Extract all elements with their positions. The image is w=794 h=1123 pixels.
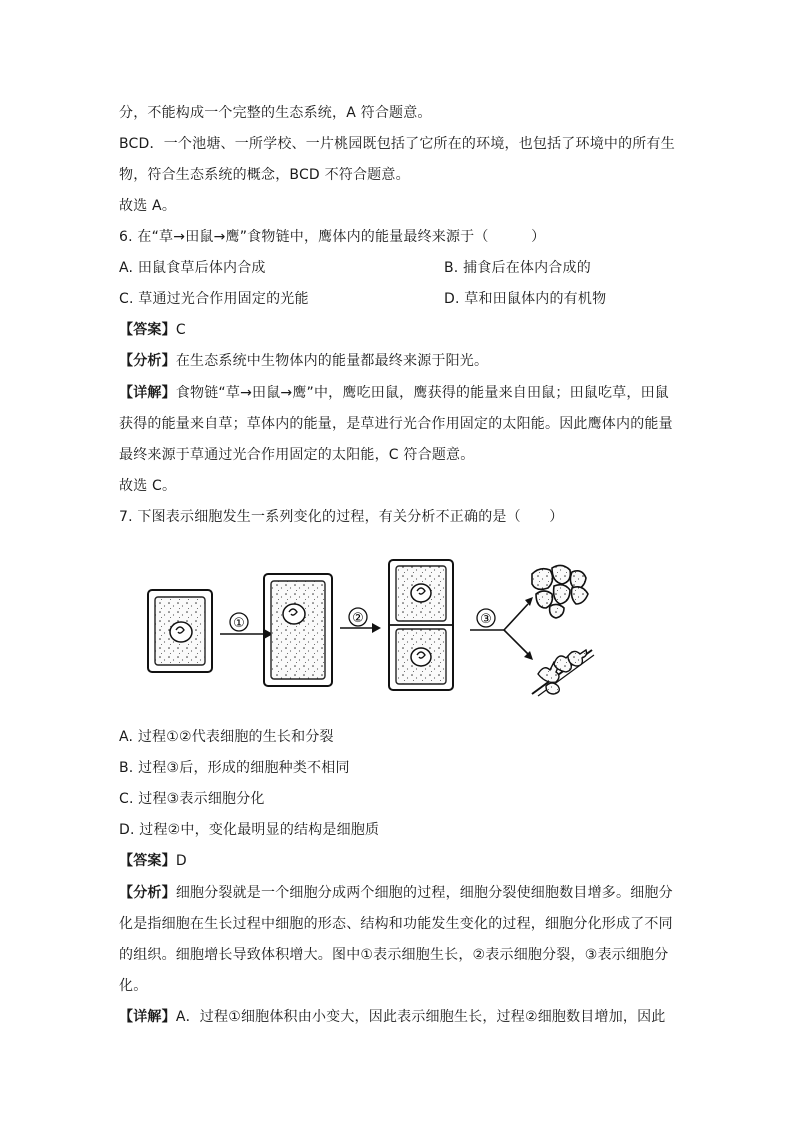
answer-value: D (175, 853, 187, 869)
question-6-stem: 6. 在“草→田鼠→鹰”食物链中，鹰体内的能量最终来源于（ ） (119, 229, 546, 245)
q7-detail (119, 1008, 679, 1026)
answer-tag: 【答案】 (119, 853, 176, 869)
question-7-stem: 7. 下图表示细胞发生一系列变化的过程，有关分析不正确的是（ ） (119, 509, 564, 525)
detail-text: A．过程①细胞体积由小变大，因此表示细胞生长，过程②细胞数目增加，因此 (175, 1009, 666, 1025)
detail-tag: 【详解】 (119, 385, 176, 401)
cell-change-diagram (140, 556, 630, 706)
branch-up (504, 604, 528, 630)
text-line: 化是指细胞在生长过程中细胞的形态、结构和功能发生变化的过程，细胞分化形成了不同 (119, 916, 673, 932)
q7-option-c: C. 过程③表示细胞分化 (119, 791, 265, 807)
grown-cell (264, 574, 332, 686)
small-cell (148, 590, 212, 672)
q6-conclusion: 故选 C。 (119, 478, 177, 494)
text-line: 化。 (119, 978, 148, 994)
irregular-cell-cluster (532, 650, 594, 696)
q7-option-a: A. 过程①②代表细胞的生长和分裂 (119, 729, 334, 745)
detail-text: 食物链“草→田鼠→鹰”中，鹰吃田鼠，鹰获得的能量来自田鼠；田鼠吃草，田鼠 (175, 385, 669, 401)
answer-tag: 【答案】 (119, 322, 176, 338)
analysis-text: 细胞分裂就是一个细胞分成两个细胞的过程，细胞分裂使细胞数目增多。细胞分 (175, 885, 673, 901)
text-line: 获得的能量来自草；草体内的能量，是草进行光合作用固定的太阳能。因此鹰体内的能量 (119, 416, 673, 432)
analysis-tag: 【分析】 (119, 885, 176, 901)
step-3-label: ③ (480, 612, 492, 627)
q7-option-d: D. 过程②中，变化最明显的结构是细胞质 (119, 822, 380, 838)
q6-option-a: A. 田鼠食草后体内合成 (119, 260, 266, 276)
text-line: 物，符合生态系统的概念，BCD 不符合题意。 (119, 167, 410, 183)
q7-analysis (119, 884, 679, 902)
detail-tag: 【详解】 (119, 1009, 176, 1025)
text-line: BCD．一个池塘、一所学校、一片桃园既包括了它所在的环境，也包括了环境中的所有生 (119, 136, 675, 152)
text-line: 的组织。细胞增长导致体积增大。图中①表示细胞生长，②表示细胞分裂，③表示细胞分 (119, 947, 669, 963)
q6-option-c: C. 草通过光合作用固定的光能 (119, 291, 309, 307)
q6-option-d: D. 草和田鼠体内的有机物 (444, 291, 607, 307)
divided-cells (389, 560, 453, 690)
analysis-tag: 【分析】 (119, 353, 176, 369)
text-line: 故选 A。 (119, 198, 177, 214)
q6-answer (119, 321, 679, 339)
answer-value: C (175, 322, 186, 338)
analysis-text: 在生态系统中生物体内的能量都最终来源于阳光。 (175, 353, 489, 369)
step-1-label: ① (233, 616, 245, 631)
q6-analysis (119, 352, 679, 370)
rounded-cell-cluster (532, 565, 588, 618)
q7-option-b: B. 过程③后，形成的细胞种类不相同 (119, 760, 350, 776)
arrow-2-head (372, 623, 381, 633)
q6-option-b: B. 捕食后在体内合成的 (444, 260, 591, 276)
text-line: 分，不能构成一个完整的生态系统，A 符合题意。 (119, 105, 432, 121)
branch-up-head (525, 597, 533, 606)
q7-answer (119, 852, 679, 870)
text-line: 最终来源于草通过光合作用固定的太阳能，C 符合题意。 (119, 447, 475, 463)
step-2-label: ② (352, 611, 364, 626)
branch-down (504, 630, 528, 654)
q6-detail (119, 384, 679, 402)
